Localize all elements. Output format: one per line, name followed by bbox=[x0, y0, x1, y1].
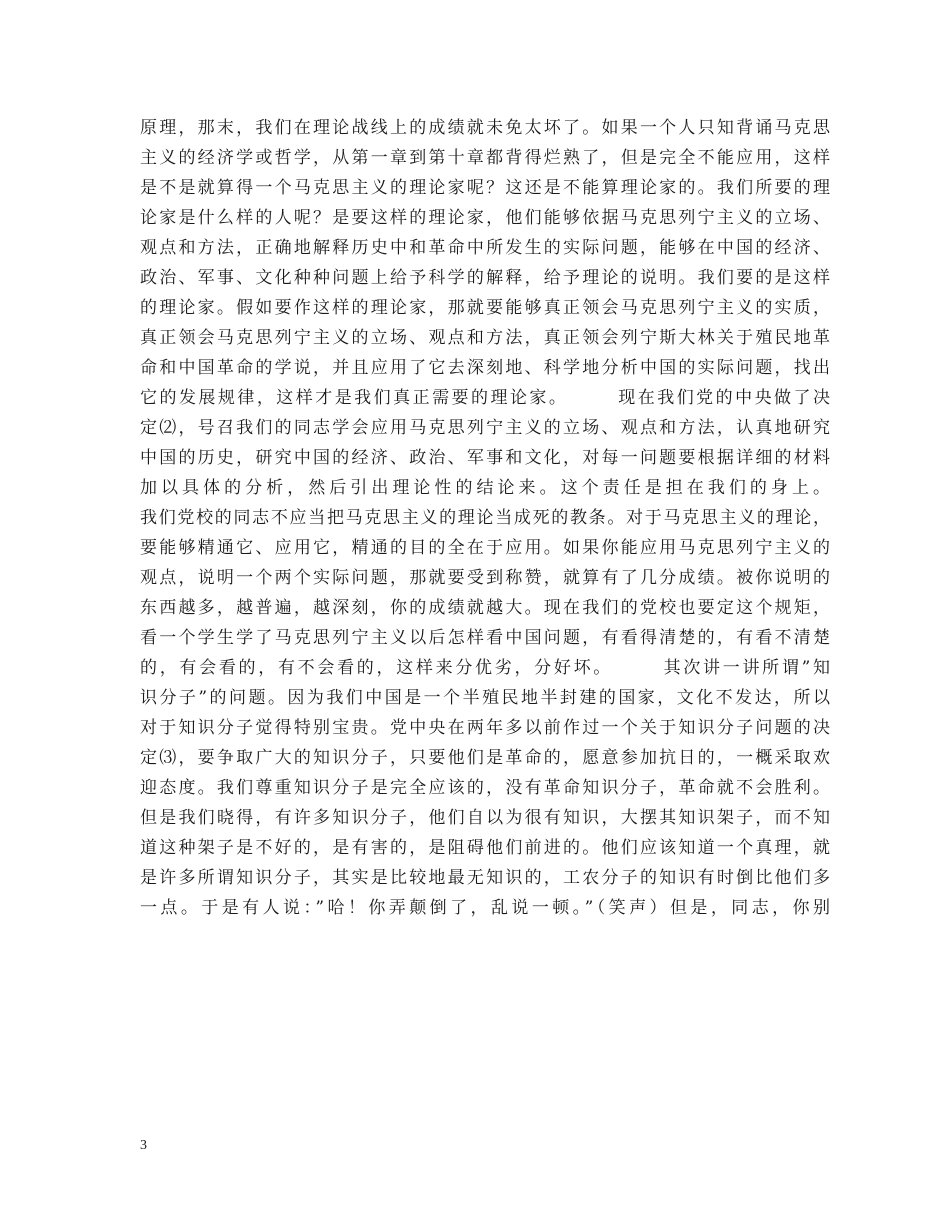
text-line: 命和中国革命的学说，并且应用了它去深刻地、科学地分析中国的实际问题，找出 bbox=[140, 358, 830, 378]
text-line: 的，有会看的，有不会看的，这样来分优劣，分好坏。 其次讲一讲所谓”知 bbox=[140, 658, 830, 678]
text-line: 主义的经济学或哲学，从第一章到第十章都背得烂熟了，但是完全不能应用，这样 bbox=[140, 148, 830, 168]
text-line: 定⑶，要争取广大的知识分子，只要他们是革命的，愿意参加抗日的，一概采取欢 bbox=[140, 748, 830, 768]
text-line: 一点。于是有人说：”哈！你弄颠倒了，乱说一顿。”（笑声）但是，同志，你别 bbox=[140, 898, 830, 918]
text-line: 我们党校的同志不应当把马克思主义的理论当成死的教条。对于马克思主义的理论， bbox=[140, 508, 830, 528]
text-line: 定⑵，号召我们的同志学会应用马克思列宁主义的立场、观点和方法，认真地研究 bbox=[140, 418, 830, 438]
text-line: 的理论家。假如要作这样的理论家，那就要能够真正领会马克思列宁主义的实质， bbox=[140, 298, 830, 318]
text-line: 观点，说明一个两个实际问题，那就要受到称赞，就算有了几分成绩。被你说明的 bbox=[140, 568, 830, 588]
text-line: 论家是什么样的人呢？是要这样的理论家，他们能够依据马克思列宁主义的立场、 bbox=[140, 208, 830, 228]
text-line: 政治、军事、文化种种问题上给予科学的解释，给予理论的说明。我们要的是这样 bbox=[140, 268, 830, 288]
text-line: 要能够精通它、应用它，精通的目的全在于应用。如果你能应用马克思列宁主义的 bbox=[140, 538, 830, 558]
text-line: 道这种架子是不好的，是有害的，是阻碍他们前进的。他们应该知道一个真理，就 bbox=[140, 838, 830, 858]
text-line: 识分子”的问题。因为我们中国是一个半殖民地半封建的国家，文化不发达，所以 bbox=[140, 688, 830, 708]
text-line: 东西越多，越普遍，越深刻，你的成绩就越大。现在我们的党校也要定这个规矩， bbox=[140, 598, 830, 618]
text-line: 但是我们晓得，有许多知识分子，他们自以为很有知识，大摆其知识架子，而不知 bbox=[140, 808, 830, 828]
text-line: 它的发展规律，这样才是我们真正需要的理论家。 现在我们党的中央做了决 bbox=[140, 388, 830, 408]
body-text bbox=[140, 113, 830, 923]
text-line: 原理，那末，我们在理论战线上的成绩就未免太坏了。如果一个人只知背诵马克思 bbox=[140, 118, 830, 138]
text-line: 看一个学生学了马克思列宁主义以后怎样看中国问题，有看得清楚的，有看不清楚 bbox=[140, 628, 830, 648]
text-line: 是许多所谓知识分子，其实是比较地最无知识的，工农分子的知识有时倒比他们多 bbox=[140, 868, 830, 888]
text-line: 中国的历史，研究中国的经济、政治、军事和文化，对每一问题要根据详细的材料 bbox=[140, 448, 830, 468]
text-line: 对于知识分子觉得特别宝贵。党中央在两年多以前作过一个关于知识分子问题的决 bbox=[140, 718, 830, 738]
text-line: 观点和方法，正确地解释历史中和革命中所发生的实际问题，能够在中国的经济、 bbox=[140, 238, 830, 258]
text-line: 加以具体的分析，然后引出理论性的结论来。这个责任是担在我们的身上。 bbox=[140, 478, 830, 498]
text-line: 真正领会马克思列宁主义的立场、观点和方法，真正领会列宁斯大林关于殖民地革 bbox=[140, 328, 830, 348]
page-number: 3 bbox=[140, 1138, 147, 1153]
text-line: 是不是就算得一个马克思主义的理论家呢？这还是不能算理论家的。我们所要的理 bbox=[140, 178, 830, 198]
text-line: 迎态度。我们尊重知识分子是完全应该的，没有革命知识分子，革命就不会胜利。 bbox=[140, 778, 830, 798]
